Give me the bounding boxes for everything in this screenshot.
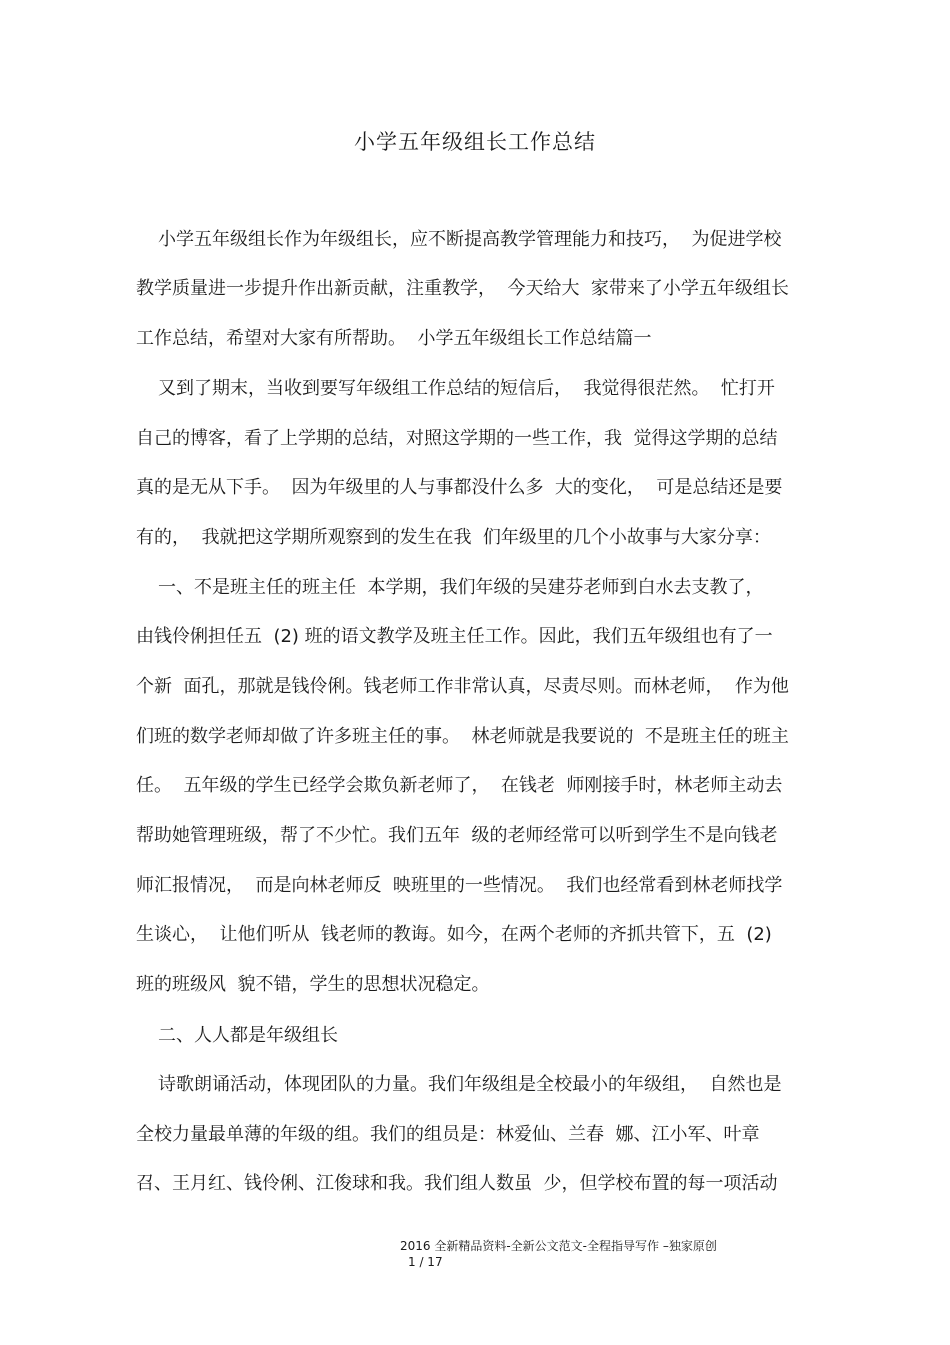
text-line: 师汇报情况， 而是向林老师反 映班里的一些情况。 我们也经常看到林老师找学 (136, 875, 783, 896)
text-line: 个新 面孔，那就是钱伶俐。钱老师工作非常认真，尽责尽则。而林老师， 作为他 (136, 676, 789, 697)
text-line: 教学质量进一步提升作出新贡献，注重教学， 今天给大 家带来了小学五年级组长 (136, 278, 789, 299)
text-line: 帮助她管理班级，帮了不少忙。我们五年 级的老师经常可以听到学生不是向钱老 (136, 825, 778, 846)
page-title: 小学五年级组长工作总结 (354, 130, 596, 154)
text-line: 小学五年级组长作为年级组长，应不断提高教学管理能力和技巧， 为促进学校 (158, 229, 782, 250)
text-line: 们班的数学老师却做了许多班主任的事。 林老师就是我要说的 不是班主任的班主 (136, 726, 789, 747)
text-line: 生谈心， 让他们听从 钱老师的教诲。如今，在两个老师的齐抓共管下，五 (2) (136, 924, 772, 945)
text-line: 工作总结，希望对大家有所帮助。 小学五年级组长工作总结篇一 (136, 328, 652, 349)
text-line: 一、不是班主任的班主任 本学期，我们年级的吴建芬老师到白水去支教了， (158, 577, 764, 598)
text-line: 又到了期末，当收到要写年级组工作总结的短信后， 我觉得很茫然。 忙打开 (158, 378, 775, 399)
text-line: 自己的博客，看了上学期的总结，对照这学期的一些工作，我 觉得这学期的总结 (136, 428, 778, 449)
page-number: 1 / 17 (408, 1255, 443, 1269)
text-line: 班的班级风 貌不错，学生的思想状况稳定。 (136, 974, 490, 995)
text-line: 有的， 我就把这学期所观察到的发生在我 们年级里的几个小故事与大家分享： (136, 527, 771, 548)
text-line: 真的是无从下手。 因为年级里的人与事都没什么多 大的变化， 可是总结还是要 (136, 477, 783, 498)
text-line: 全校力量最单薄的年级的组。我们的组员是：林爱仙、兰春 娜、江小军、叶章 (136, 1124, 760, 1145)
section-heading: 二、人人都是年级组长 (158, 1025, 338, 1046)
footer-text: 2016 全新精品资料-全新公文范文-全程指导写作 –独家原创 (400, 1239, 717, 1253)
text-line: 诗歌朗诵活动，体现团队的力量。我们年级组是全校最小的年级组， 自然也是 (158, 1074, 782, 1095)
text-line: 召、王月红、钱伶俐、江俊球和我。我们组人数虽 少，但学校布置的每一项活动 (136, 1173, 778, 1194)
text-line: 由钱伶俐担任五 (2) 班的语文教学及班主任工作。因此，我们五年级组也有了一 (136, 626, 773, 647)
text-line: 任。 五年级的学生已经学会欺负新老师了， 在钱老 师刚接手时，林老师主动去 (136, 775, 783, 796)
